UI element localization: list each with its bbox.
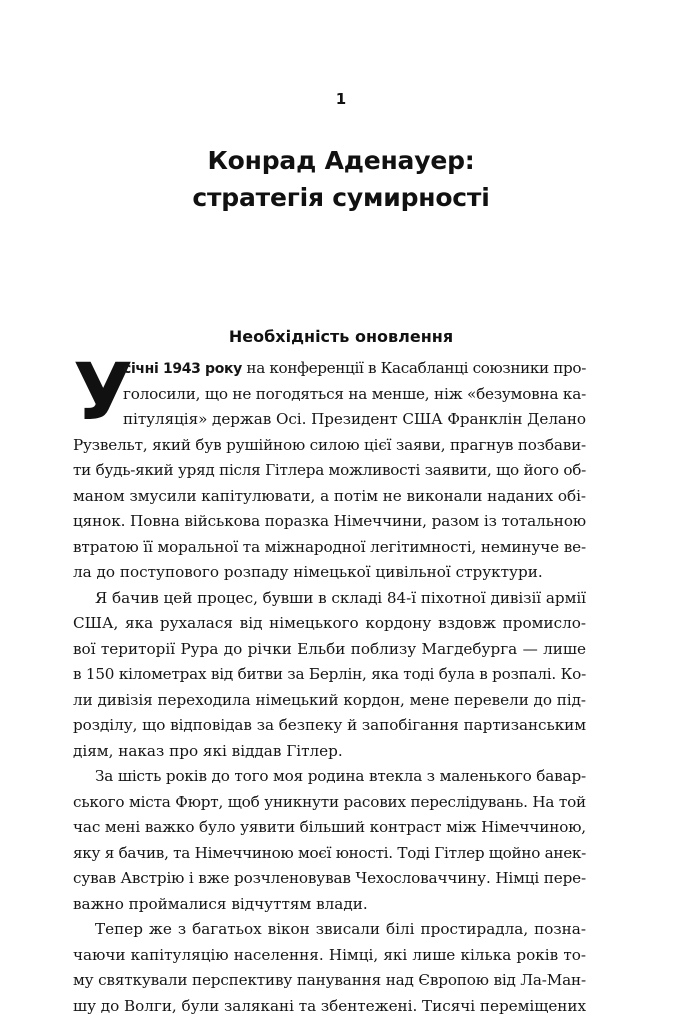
text-line: За шість років до того моя родина втекла з маленького бавар- — [95, 767, 586, 785]
text-line: яку я бачив, та Німеччиною моєї юності. Тоді Гітлер щойно анек- — [73, 843, 586, 862]
text-line: маном змусили капітулювати, а потім не виконали наданих обі- — [73, 486, 586, 505]
section-heading: Необхідність оновлення — [228, 327, 454, 346]
text-line: му святкували перспективу панування над Європою від Ла-Ман- — [73, 971, 586, 989]
drop-cap: У — [73, 348, 134, 438]
text-line: США, яка рухалася від німецького кордону вздовж промисло- — [73, 614, 586, 632]
text-line: час мені важко було уявити більший контраст між Німеччиною, — [73, 818, 586, 836]
text-line: січні 1943 року на конференції в Касабланці союзники про- — [123, 359, 587, 377]
text-line: ли дивізія переходила німецький кордон, мене перевели до під- — [73, 690, 586, 709]
text-line: пітуляція» держав Осі. Президент США Франклін Делано — [123, 410, 586, 428]
text-line: важно проймалися відчуттям влади. — [73, 894, 368, 913]
text-line: сував Австрію і вже розчленовував Чехословаччину. Німці пере- — [73, 869, 586, 887]
text-line: голосили, що не погодяться на менше, ніж «безумовна ка- — [123, 384, 586, 403]
text-line: ти будь-який уряд після Гітлера можливості заявити, що його об- — [73, 461, 586, 479]
chapter-title-line-2: стратегія сумирності — [192, 183, 490, 212]
text-line: ла до поступового розпаду німецької цивільної структури. — [73, 563, 543, 581]
text-line: в 150 кілометрах від битви за Берлін, яка тоді була в розпалі. Ко- — [73, 665, 586, 683]
text-line: Я бачив цей процес, бувши в складі 84-ї піхотної дивізії армії — [95, 588, 586, 607]
text-line: Тепер же з багатьох вікон звисали білі простирадла, позна- — [95, 920, 586, 938]
text-line: діям, наказ про які віддав Гітлер. — [73, 741, 343, 760]
lead-bold-text: січні 1943 року — [123, 361, 242, 377]
text-line: чаючи капітуляцію населення. Німці, які лише кілька років то- — [73, 945, 586, 964]
text-line: втратою її моральної та міжнародної легітимності, неминуче ве- — [73, 537, 586, 556]
text-line: Рузвельт, який був рушійною силою цієї заяви, прагнув позбави- — [73, 435, 586, 454]
chapter-title-line-1: Конрад Аденауер: — [207, 146, 475, 175]
body-text — [73, 348, 587, 1019]
text-line: шу до Волги, були залякані та збентежені. Тисячі переміщених — [73, 996, 586, 1015]
text-line: вої території Рура до річки Ельби поблизу Магдебурга — лише — [73, 639, 586, 658]
text-line: цянок. Повна військова поразка Німеччини, разом із тотальною — [73, 512, 586, 530]
chapter-number: 1 — [335, 90, 347, 108]
text-line: розділу, що відповідав за безпеку й запобігання партизанським — [73, 716, 586, 734]
text-line: ського міста Фюрт, щоб уникнути расових переслідувань. На той — [73, 792, 586, 811]
chapter-title — [0, 142, 682, 216]
